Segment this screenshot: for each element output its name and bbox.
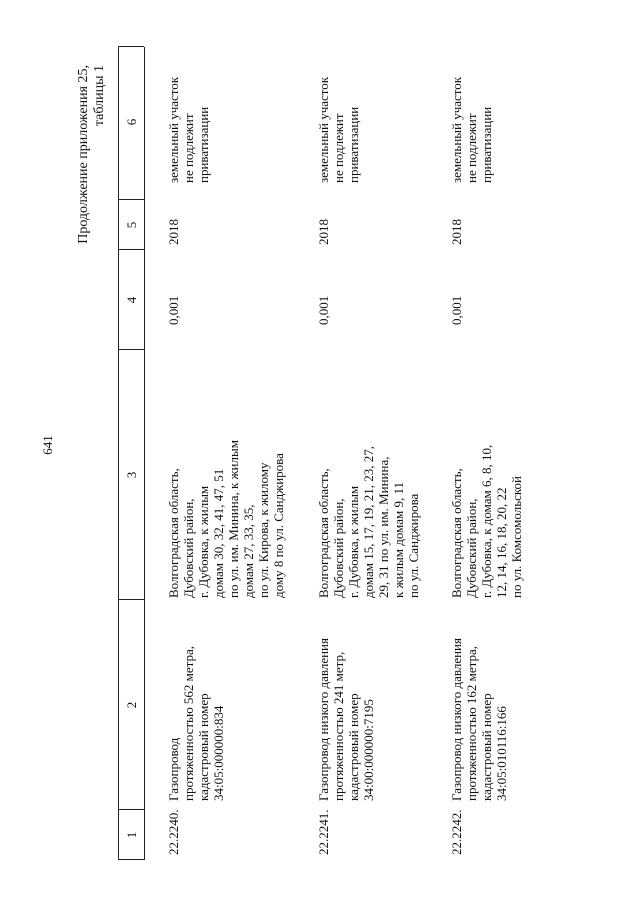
- col-sep-3: [118, 349, 144, 350]
- row-3-number: 22.2242.: [449, 809, 464, 855]
- row-2-address: Волгоградская область, Дубовский район, г. Дубовка, к жилым домам 15, 17, 19, 21, 23, 27, 29, 31 по ул. им. Минина, к жилым домам 9, 11 по ул. Санджирова: [316, 445, 421, 598]
- row-2-number: 22.2241.: [316, 809, 331, 855]
- page-number: 641: [40, 435, 55, 455]
- header-col-5: 5: [124, 221, 139, 229]
- continuation-caption: [76, 65, 108, 305]
- header-col-2: 2: [124, 701, 139, 709]
- col-sep-2: [118, 599, 144, 600]
- col-sep-4: [118, 249, 144, 250]
- header-col-3: 3: [124, 471, 139, 479]
- col-sep-6: [118, 46, 144, 47]
- header-col-6: 6: [124, 118, 139, 126]
- col-sep-0: [118, 859, 144, 860]
- row-3-year: 2018: [449, 219, 464, 245]
- col-sep-5: [118, 199, 144, 200]
- row-3-name: Газопровод низкого давления протяженностью 162 метра, кадастровый номер 34:05:010116:166: [449, 638, 509, 801]
- row-1-address: Волгоградская область, Дубовский район, г. Дубовка, к жилым домам 30, 32, 41, 47, 51 по ул. им. Минина, к жилым домам 27, 33, 35, по ул. Кирова, к жилому дому 8 по ул. Санджирова: [166, 440, 286, 598]
- continuation-line-2: таблицы 1: [92, 65, 107, 127]
- col-sep-1: [118, 809, 144, 810]
- continuation-line-1: Продолжение приложения 25,: [76, 65, 91, 244]
- row-2-year: 2018: [316, 219, 331, 245]
- row-1-number: 22.2240.: [166, 809, 181, 855]
- row-1-year: 2018: [166, 219, 181, 245]
- header-col-4: 4: [124, 296, 139, 304]
- row-1-area: 0,001: [166, 295, 181, 325]
- row-3-note: земельный участок не подлежит приватизации: [449, 76, 494, 183]
- row-1-note: земельный участок не подлежит приватизации: [166, 76, 211, 183]
- header-bottom-line: [144, 47, 145, 860]
- row-3-area: 0,001: [449, 295, 464, 325]
- row-2-note: земельный участок не подлежит приватизации: [316, 76, 361, 183]
- header-col-1: 1: [124, 831, 139, 839]
- row-3-address: Волгоградская область, Дубовский район, г. Дубовка, к домам 6, 8, 10, 12, 14, 16, 18, 20, 22 по ул. Комсомольской: [449, 444, 524, 598]
- row-2-name: Газопровод низкого давления протяженностью 241 метр, кадастровый номер 34:00:000000:7195: [316, 638, 376, 801]
- header-top-line: [118, 47, 119, 860]
- row-2-area: 0,001: [316, 295, 331, 325]
- row-1-name: Газопровод протяженностью 562 метра, кадастровый номер 34:05:000000:834: [166, 645, 226, 801]
